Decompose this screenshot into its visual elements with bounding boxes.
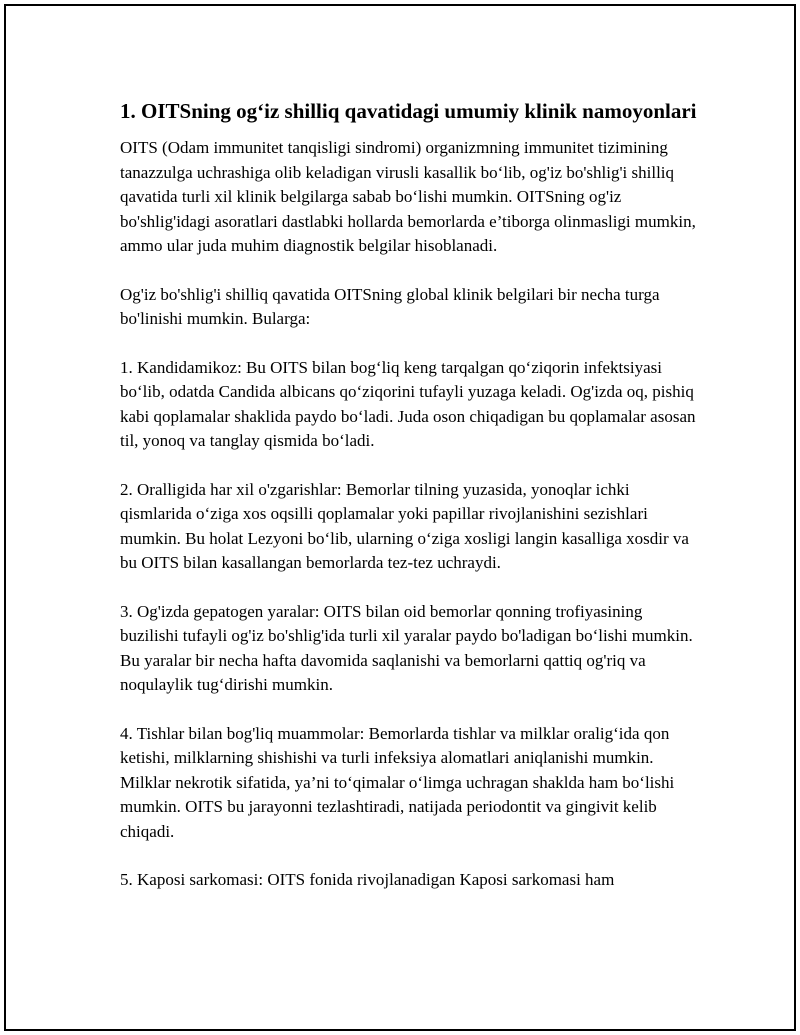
page-frame bbox=[4, 4, 796, 1031]
paragraph-item-3: 3. Og'izda gepatogen yaralar: OITS bilan oid bemorlar qonning trofiyasining buzilishi tufayli og'iz bo'shlig'ida turli xil yaralar paydo bo'ladigan bo‘lishi mumkin. Bu yaralar bir necha hafta davomida saqlanishi va bemorlarni qattiq og'riq va noqulaylik tug‘dirishi mumkin. bbox=[120, 601, 693, 694]
paragraph-intro: OITS (Odam immunitet tanqisligi sindromi) organizmning immunitet tizimining tanazzulga uchrashiga olib keladigan virusli kasallik bo‘lib, og'iz bo'shlig'i shilliq qavatida turli xil klinik belgilarga sabab bo‘lishi mumkin. OITSning og'iz bo'shlig'idagi asoratlari dastlabki hollarda bemorlarda e’tiborga olinmasligi mumkin, ammo ular juda muhim diagnostik belgilar hisoblanadi. bbox=[120, 138, 696, 255]
paragraph-item-1: 1. Kandidamikoz: Bu OITS bilan bog‘liq keng tarqalgan qo‘ziqorin infektsiyasi bo‘lib, odatda Candida albicans qo‘ziqorini tufayli yuzaga keladi. Og'izda oq, pishiq kabi qoplamalar shaklida paydo bo‘ladi. Juda oson chiqadigan bu qoplamalar asosan til, yonoq va tanglay qismida bo‘ladi. bbox=[120, 357, 696, 450]
paragraph-classification: Og'iz bo'shlig'i shilliq qavatida OITSning global klinik belgilari bir necha turga bo'linishi mumkin. Bularga: bbox=[120, 284, 660, 328]
paragraph-item-2: 2. Oralligida har xil o'zgarishlar: Bemorlar tilning yuzasida, yonoqlar ichki qismlarida o‘ziga xos oqsilli qoplamalar yoki papillar rivojlanishini sezishlari mumkin. Bu holat Lezyoni bo‘lib, ularning o‘ziga xosligi langin kasalliga xosdir va bu OITS bilan kasallangan bemorlarda tez-tez uchraydi. bbox=[120, 479, 689, 572]
paragraph-item-4: 4. Tishlar bilan bog'liq muammolar: Bemorlarda tishlar va milklar oralig‘ida qon ketishi, milklarning shishishi va turli infeksiya alomatlari aniqlanishi mumkin. Milklar nekrotik sifatida, ya’ni to‘qimalar o‘limga uchragan shaklda ham bo‘lishi mumkin. OITS bu jarayonni tezlashtiradi, natijada periodontit va gingivit kelib chiqadi. bbox=[120, 723, 675, 841]
document-body bbox=[120, 98, 705, 917]
section-heading: 1. OITSning og‘iz shilliq qavatidagi umumiy klinik namoyonlari bbox=[120, 99, 697, 123]
paragraph-item-5: 5. Kaposi sarkomasi: OITS fonida rivojlanadigan Kaposi sarkomasi ham bbox=[120, 870, 615, 889]
